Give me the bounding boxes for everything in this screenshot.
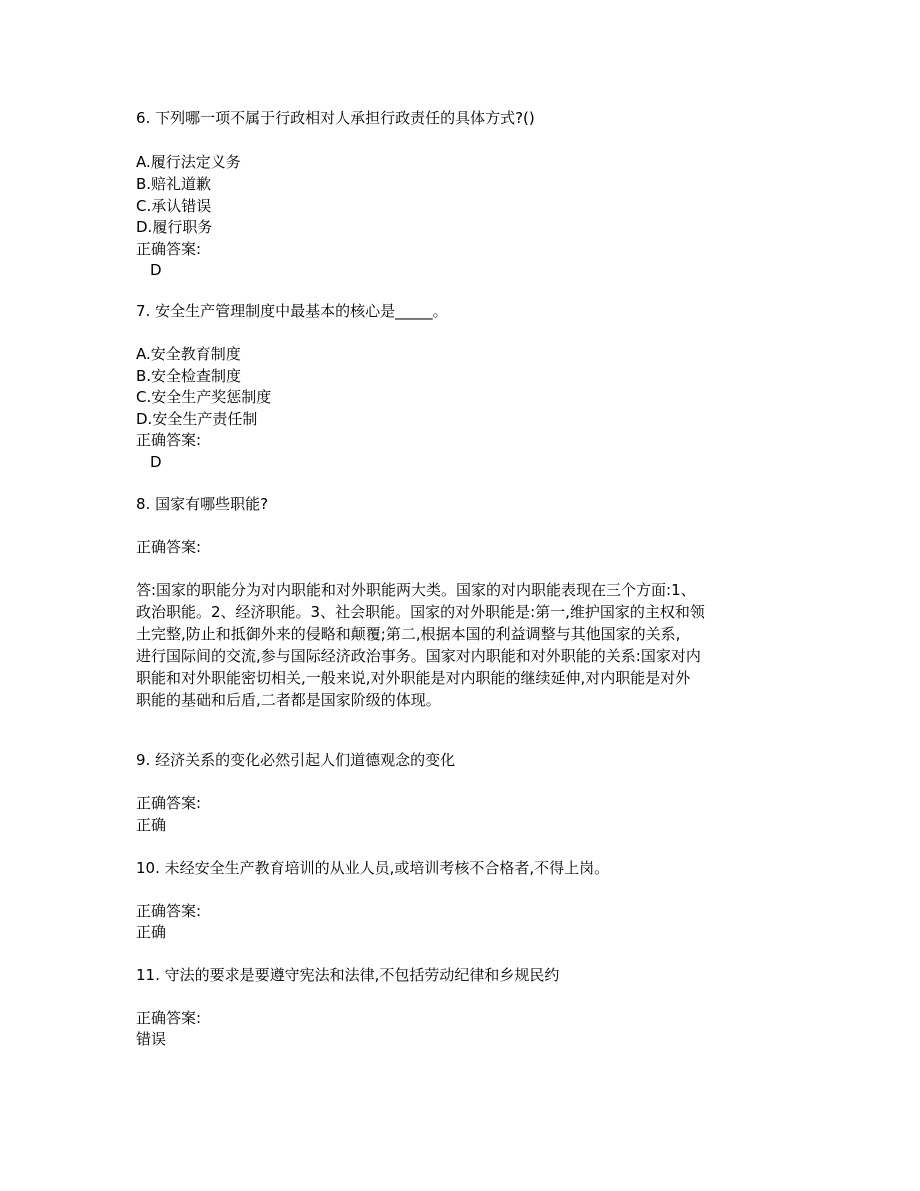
- question-7-answer: D: [150, 453, 162, 471]
- question-8-answer-line: 答:国家的职能分为对内职能和对外职能两大类。国家的对内职能表现在三个方面:1、: [136, 581, 696, 599]
- question-6-option-a: A.履行法定义务: [136, 153, 241, 171]
- question-6-option-b: B.赔礼道歉: [136, 175, 212, 193]
- question-8-answer: [136, 579, 786, 711]
- question-7-option-c: C.安全生产奖惩制度: [136, 388, 272, 406]
- question-7-option-a: A.安全教育制度: [136, 345, 241, 363]
- question-6-option-d: D.履行职务: [136, 218, 213, 236]
- question-10-answer-label: 正确答案:: [136, 902, 202, 920]
- question-9-answer: 正确: [136, 816, 167, 834]
- question-7-answer-label: 正确答案:: [136, 431, 202, 449]
- question-9-answer-label: 正确答案:: [136, 794, 202, 812]
- question-8-answer-line: 土完整,防止和抵御外来的侵略和颠覆;第二,根据本国的利益调整与其他国家的关系,: [136, 625, 681, 643]
- question-6-text: 6. 下列哪一项不属于行政相对人承担行政责任的具体方式?(): [136, 109, 535, 127]
- question-7-text: 7. 安全生产管理制度中最基本的核心是_____。: [136, 302, 448, 320]
- question-8-answer-line: 进行国际间的交流,参与国际经济政治事务。国家对内职能和对外职能的关系:国家对内: [136, 647, 701, 665]
- question-8-answer-line: 职能和对外职能密切相关,一般来说,对外职能是对内职能的继续延伸,对内职能是对外: [136, 669, 691, 687]
- question-10-answer: 正确: [136, 923, 167, 941]
- question-11-answer-label: 正确答案:: [136, 1009, 202, 1027]
- question-6-answer-label: 正确答案:: [136, 240, 202, 258]
- question-6-option-c: C.承认错误: [136, 197, 212, 215]
- question-8-answer-line: 政治职能。2、经济职能。3、社会职能。国家的对外职能是:第一,维护国家的主权和领: [136, 603, 705, 621]
- question-7-option-d: D.安全生产责任制: [136, 410, 258, 428]
- question-8-answer-label: 正确答案:: [136, 538, 202, 556]
- question-11-text: 11. 守法的要求是要遵守宪法和法律,不包括劳动纪律和乡规民约: [136, 966, 560, 984]
- question-9-text: 9. 经济关系的变化必然引起人们道德观念的变化: [136, 751, 456, 769]
- question-10-text: 10. 未经安全生产教育培训的从业人员,或培训考核不合格者,不得上岗。: [136, 859, 610, 877]
- question-7-option-b: B.安全检查制度: [136, 367, 242, 385]
- question-8-text: 8. 国家有哪些职能?: [136, 495, 269, 513]
- question-8-answer-line: 职能的基础和后盾,二者都是国家阶级的体现。: [136, 691, 441, 709]
- question-11-answer: 错误: [136, 1030, 167, 1048]
- question-6-answer: D: [150, 261, 162, 279]
